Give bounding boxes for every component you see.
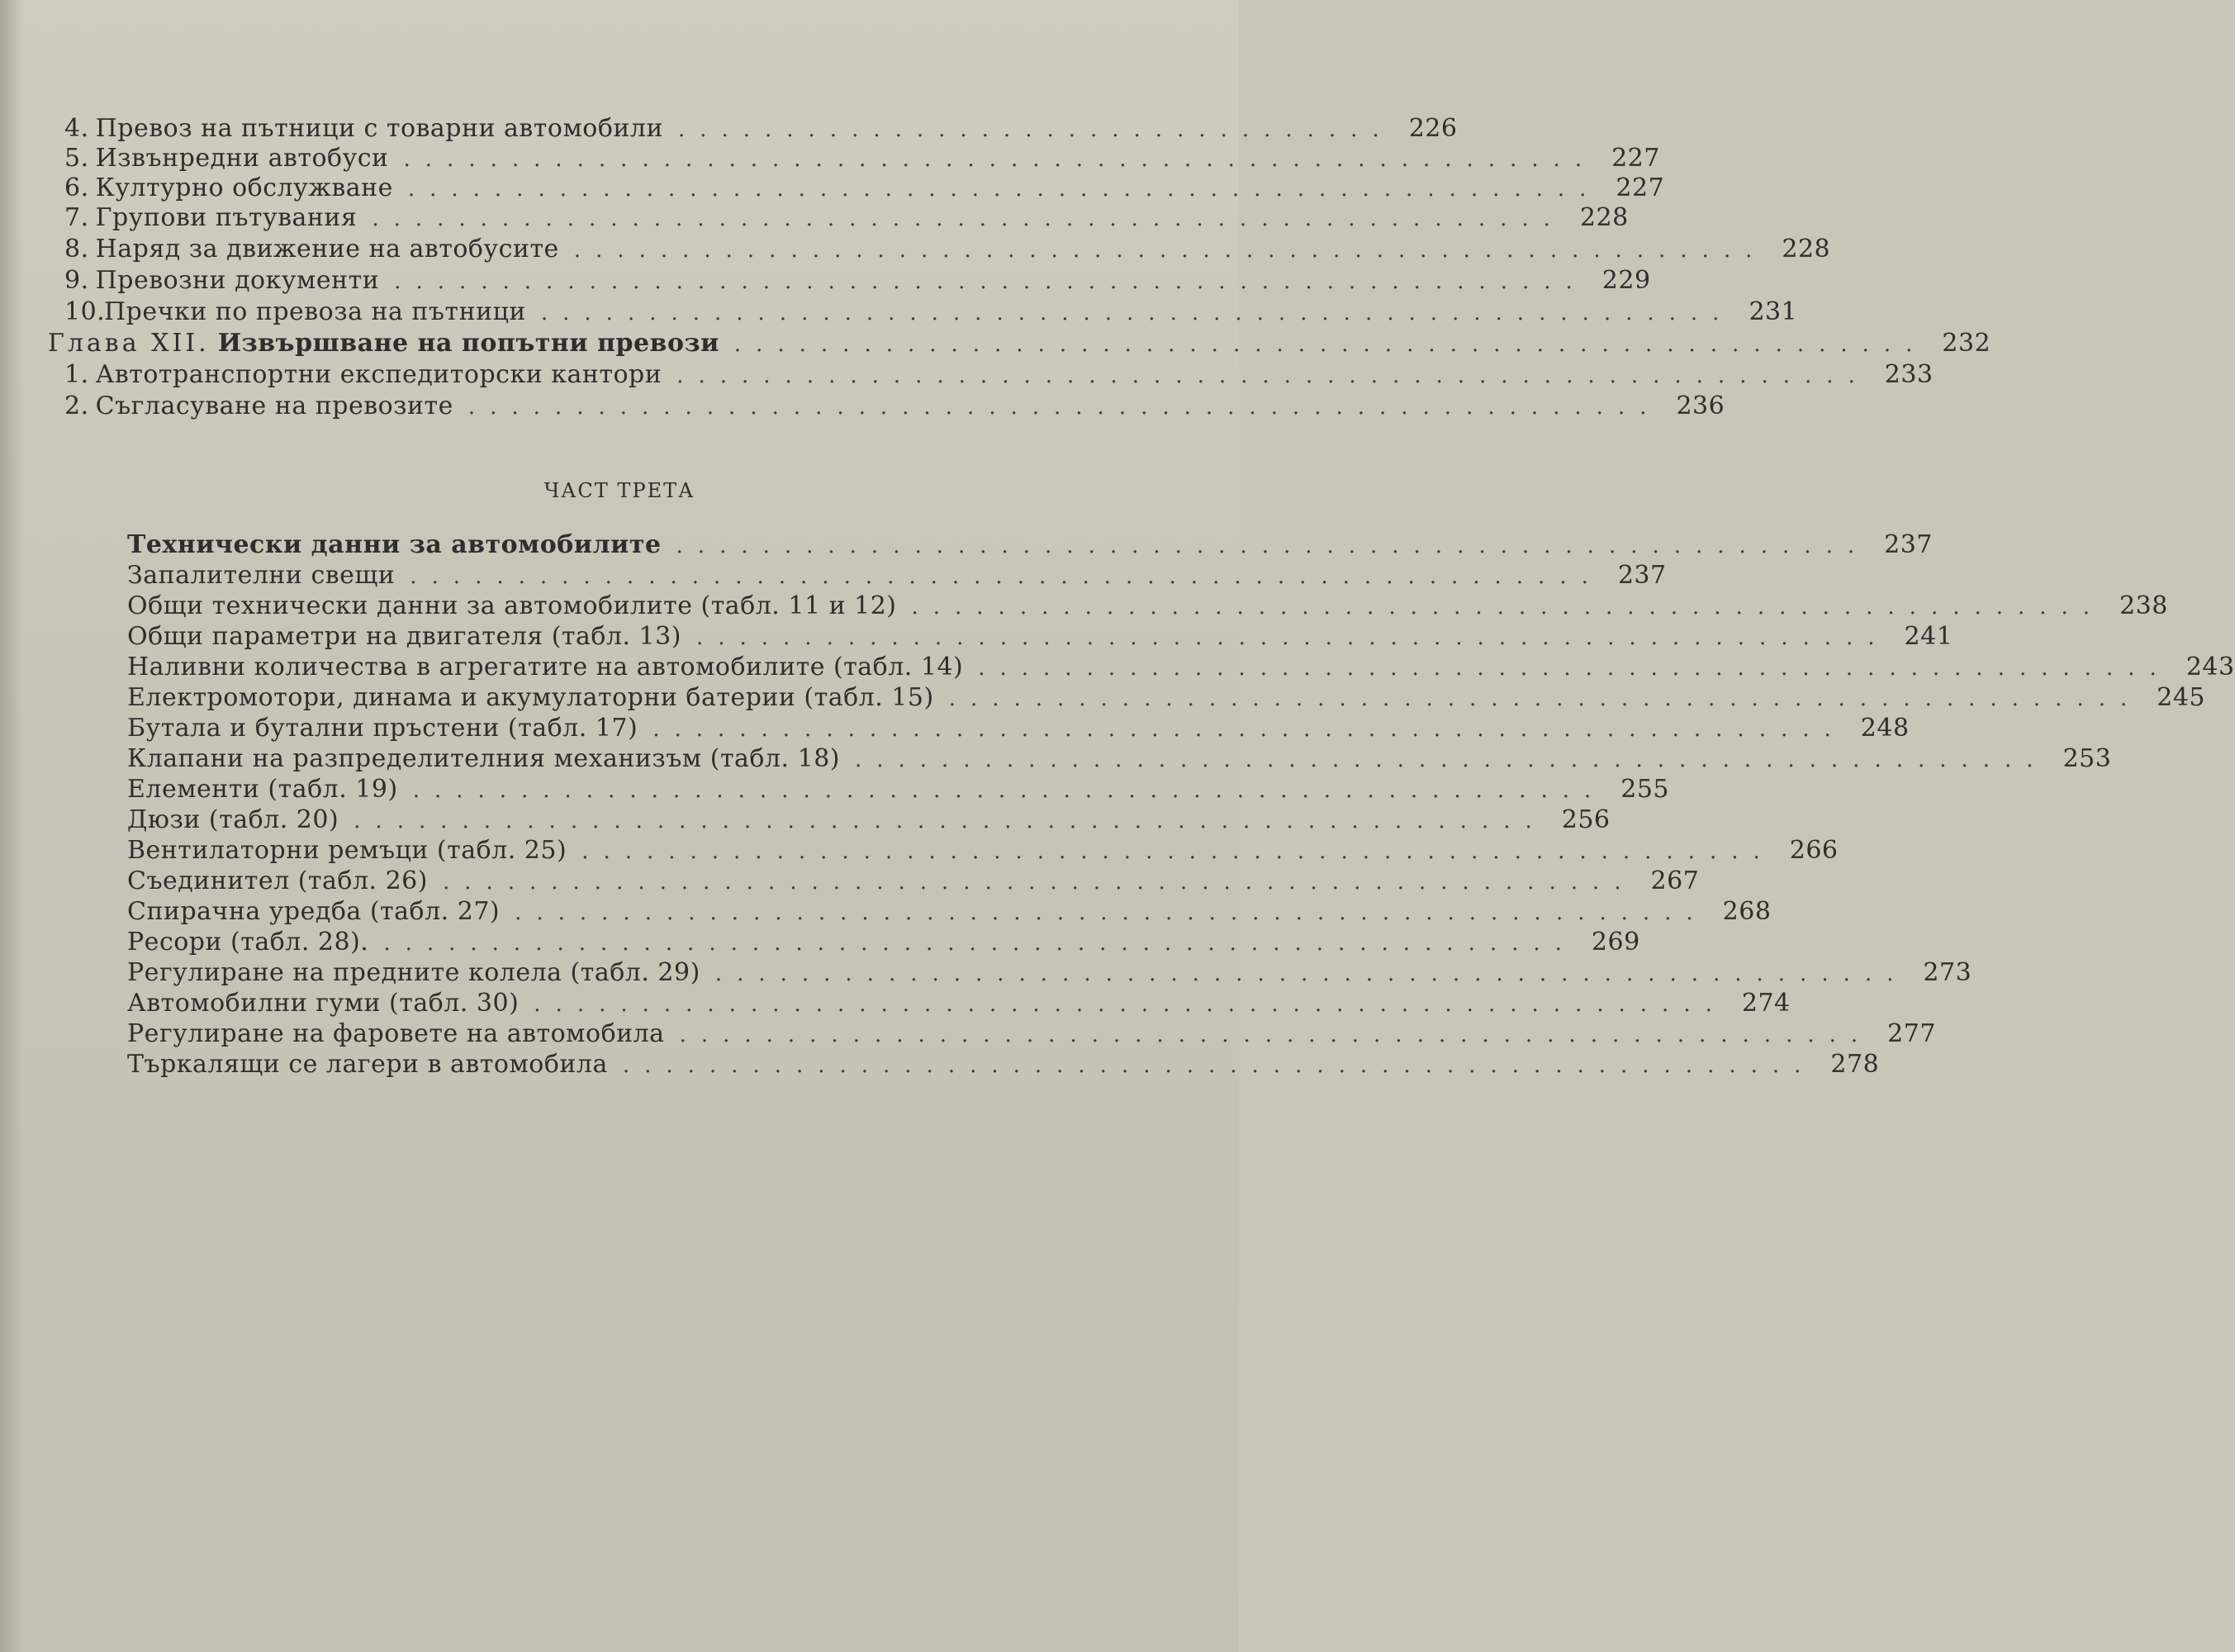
- toc-entry: [64, 266, 1651, 297]
- entry-number: 2.: [64, 392, 89, 420]
- entry-title: Дюзи (табл. 20): [127, 805, 339, 834]
- entry-number: 5.: [64, 144, 89, 173]
- entry-title: Автотранспортни експедиторски кантори: [95, 360, 662, 389]
- entry-page-number: 238: [2119, 591, 2168, 620]
- leader-dots: .......................................................: [467, 395, 1662, 420]
- entry-title: Ресори (табл. 28).: [127, 928, 369, 957]
- entry-title: Елементи (табл. 19): [127, 775, 398, 804]
- toc-entry: [127, 1050, 1880, 1080]
- toc-entry: [64, 297, 1798, 328]
- leader-dots: .......................................................: [948, 686, 2142, 711]
- toc-entry: [64, 203, 1629, 234]
- toc-entry: [64, 173, 1665, 204]
- entry-page-number: 266: [1789, 836, 1839, 865]
- entry-title: Пречки по превоза на пътници: [104, 297, 526, 326]
- entry-page-number: 231: [1749, 297, 1798, 326]
- entry-number: 1.: [64, 360, 89, 389]
- leader-dots: .......................................................: [978, 656, 2171, 681]
- leader-dots: .......................................................: [383, 931, 1577, 956]
- leader-dots: .......................................................: [403, 147, 1597, 172]
- toc-entry: [127, 683, 2206, 714]
- entry-title: Културно обслужване: [95, 173, 393, 202]
- entry-page-number: 227: [1616, 173, 1665, 202]
- toc-entry: [127, 591, 2168, 622]
- toc-entry: [64, 360, 1934, 391]
- leader-dots: .......................................................: [534, 992, 1727, 1017]
- toc-entry: [127, 989, 1791, 1019]
- entry-title: Електромотори, динама и акумулаторни батерии (табл. 15): [127, 683, 934, 712]
- toc-entry: [127, 714, 1910, 744]
- entry-page-number: 268: [1722, 897, 1772, 926]
- toc-entry: [64, 144, 1660, 174]
- entry-number: 8.: [64, 235, 89, 263]
- leader-dots: .......................................................: [412, 778, 1606, 803]
- entry-page-number: 277: [1887, 1019, 1936, 1048]
- entry-title: Извънредни автобуси: [95, 144, 389, 173]
- entry-page-number: 233: [1884, 360, 1934, 389]
- entry-page-number: 243: [2185, 653, 2235, 681]
- toc-entry: [127, 1019, 1936, 1050]
- entry-title: Групови пътувания: [95, 203, 358, 232]
- toc-entry: [127, 836, 1839, 866]
- entry-title: Наливни количества в агрегатите на автомобилите (табл. 14): [127, 653, 964, 681]
- leader-dots: .......................................................: [354, 809, 1547, 833]
- chapter-prefix: Глава XII.: [48, 329, 210, 358]
- entry-page-number: 228: [1782, 235, 1831, 263]
- entry-page-number: 237: [1884, 530, 1933, 559]
- entry-title: Общи параметри на двигателя (табл. 13): [127, 622, 681, 651]
- entry-page-number: 229: [1602, 266, 1651, 295]
- toc-entry: [127, 805, 1611, 836]
- entry-page-number: 236: [1676, 392, 1725, 420]
- entry-page-number: 278: [1830, 1050, 1880, 1079]
- leader-dots: .......................................................: [676, 363, 1870, 388]
- entry-page-number: 245: [2157, 683, 2206, 712]
- leader-dots: .......................................................: [410, 564, 1603, 589]
- chapter-entry: [48, 329, 1991, 359]
- entry-page-number: 241: [1904, 622, 1953, 651]
- entry-page-number: 232: [1942, 329, 1991, 358]
- toc-entry: [127, 622, 1953, 653]
- toc-entry: [127, 653, 2235, 683]
- entry-page-number: 256: [1561, 805, 1611, 834]
- entry-number: 6.: [64, 173, 89, 202]
- leader-dots: .......................................................: [407, 177, 1602, 202]
- part-heading: ЧАСТ ТРЕТА: [543, 479, 695, 502]
- entry-title: Съгласуване на превозите: [95, 392, 453, 420]
- leader-dots: .......................................................: [540, 301, 1734, 325]
- entry-page-number: 253: [2062, 744, 2112, 773]
- entry-page-number: 255: [1620, 775, 1670, 804]
- leader-dots: .......................................................: [573, 238, 1768, 263]
- entry-title: Запалителни свещи: [127, 561, 396, 590]
- leader-dots: .......................................................: [855, 748, 2048, 772]
- toc-entry: [127, 928, 1640, 958]
- entry-number: 10.: [64, 297, 106, 326]
- leader-dots: .......................................................: [695, 625, 1890, 650]
- toc-entry: [127, 897, 1772, 928]
- entry-title: Общи технически данни за автомобилите (табл. 11 и 12): [127, 591, 897, 620]
- toc-entry: [64, 235, 1831, 265]
- entry-title: Съединител (табл. 26): [127, 866, 428, 895]
- entry-page-number: 237: [1617, 561, 1667, 590]
- entry-page-number: 274: [1741, 989, 1791, 1018]
- leader-dots: .......................................................: [714, 961, 1909, 986]
- entry-number: 7.: [64, 203, 89, 232]
- entry-title: Вентилаторни ремъци (табл. 25): [127, 836, 567, 865]
- chapter-title: Извършване на попътни превози: [217, 329, 719, 358]
- leader-dots: .......................................................: [515, 900, 1708, 925]
- entry-title: Търкалящи се лагери в автомобила: [127, 1050, 608, 1079]
- section-title-entry: [127, 530, 1933, 561]
- entry-title: Превоз на пътници с товарни автомобили: [95, 114, 663, 143]
- entry-title: Превозни документи: [95, 266, 380, 295]
- toc-entry: [64, 114, 1458, 145]
- entry-number: 9.: [64, 266, 89, 295]
- leader-dots: .......................................................: [622, 1053, 1816, 1078]
- entry-title: Бутала и бутални пръстени (табл. 17): [127, 714, 638, 743]
- entry-page-number: 248: [1860, 714, 1910, 743]
- entry-page-number: 226: [1408, 114, 1458, 143]
- leader-dots: .......................................................: [394, 269, 1587, 294]
- toc-entry: [127, 775, 1670, 805]
- entry-page-number: 228: [1579, 203, 1629, 232]
- entry-title: Регулиране на предните колела (табл. 29): [127, 958, 700, 987]
- toc-entry: [127, 958, 1972, 989]
- leader-dots: .......................................................: [652, 717, 1846, 742]
- leader-dots: .......................................................: [679, 1023, 1873, 1047]
- entry-title: Наряд за движение на автобусите: [95, 235, 559, 263]
- leader-dots: .......................................................: [676, 534, 1870, 558]
- leader-dots: .......................................................: [372, 206, 1565, 231]
- entry-page-number: 267: [1650, 866, 1700, 895]
- leader-dots: .......................................................: [581, 839, 1775, 864]
- entry-page-number: 269: [1591, 928, 1640, 957]
- toc-entry: [127, 561, 1667, 591]
- leader-dots: .................................: [677, 117, 1394, 142]
- entry-title: Спирачна уредба (табл. 27): [127, 897, 501, 926]
- entry-title: Автомобилни гуми (табл. 30): [127, 989, 520, 1018]
- toc-entry: [64, 392, 1725, 422]
- toc-entry: [127, 866, 1700, 897]
- entry-page-number: 273: [1923, 958, 1972, 987]
- entry-title: Клапани на разпределителния механизъм (табл. 18): [127, 744, 840, 773]
- toc-entry: [127, 744, 2112, 775]
- leader-dots: .......................................................: [442, 870, 1636, 895]
- entry-number: 4.: [64, 114, 89, 143]
- entry-page-number: 227: [1611, 144, 1660, 173]
- entry-title: Регулиране на фаровете на автомобила: [127, 1019, 665, 1048]
- leader-dots: .......................................................: [911, 595, 2105, 620]
- section-title: Технически данни за автомобилите: [127, 530, 662, 559]
- leader-dots: .......................................................: [733, 332, 1928, 357]
